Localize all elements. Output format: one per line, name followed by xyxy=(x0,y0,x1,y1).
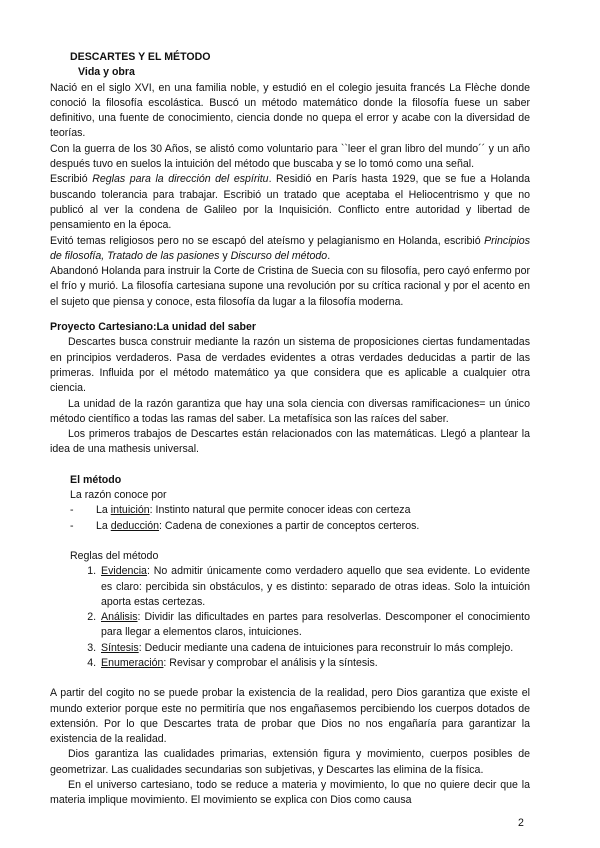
metodo-section xyxy=(70,473,530,504)
paragraph-cogito-3: En el universo cartesiano, todo se reduce a materia y movimiento, lo que no quiere decir que la materia implique movimiento. El movimiento se explica con Dios como causa xyxy=(50,779,530,807)
paragraph-vida-4: Evitó temas religiosos pero no se escapó del ateísmo y pelagianismo en Holanda, escribió Principios de filosofía, Tratado de las pasiones y Discurso del método. xyxy=(50,234,530,262)
list-item-intuicion: - La intuición: Instinto natural que permite conocer ideas con certeza xyxy=(70,504,411,517)
rules-list xyxy=(50,564,530,671)
term-deduccion: deducción xyxy=(110,519,160,532)
paragraph-vida-1: Nació en el siglo XVI, en una familia noble, y estudió en el colegio jesuita francés La Flèche donde conoció la filosofía escolástica. Buscó un método matemático donde la filosofía fuese un saber definitivo, una fuente de conocimiento, ciencia donde no quepa el error y acabe con la diversidad de teorías. xyxy=(50,81,530,140)
rule-enumeracion: 4. Enumeración: Revisar y comprobar el análisis y la síntesis. xyxy=(99,656,530,671)
list-item-deduccion: - La deducción: Cadena de conexiones a partir de conceptos certeros. xyxy=(70,519,420,532)
rule-analisis: 2. Análisis: Dividir las dificultades en partes para resolverlas. Descomponer el conocimiento para llegar a elementos claros, intuiciones. xyxy=(99,610,530,641)
book-title-discurso: Discurso del método xyxy=(230,249,328,262)
paragraph-vida-2: Con la guerra de los 30 Años, se alistó como voluntario para ``leer el gran libro del mundo´´ y un año después tuvo en suelos la intuición del método que buscaba y se lo tomó como una señal. xyxy=(50,142,530,171)
page-content xyxy=(50,50,530,809)
book-title-reglas: Reglas para la dirección del espíritu xyxy=(92,173,269,186)
paragraph-cogito-2: Dios garantiza las cualidades primarias, extensión figura y movimiento, cuerpos posibles de geometrizar. Las cualidades secundarias son subjetivas, y Descartes las elimina de la física. xyxy=(50,748,530,776)
book-title-principios: Principios de filosofía, Tratado de las pasiones xyxy=(50,234,530,262)
rules-intro: Reglas del método xyxy=(70,549,159,562)
rule-evidencia: 1. Evidencia: No admitir únicamente como verdadero aquello que sea evidente. Lo evidente es claro: percibida sin obstáculos, y es distinto: separado de otras ideas. Solo la intuición aporta estas certezas. xyxy=(99,564,530,610)
rule-sintesis: 3. Síntesis: Deducir mediante una cadena de intuiciones para reconstruir lo más complejo. xyxy=(99,641,530,656)
paragraph-vida-3: Escribió Reglas para la dirección del espíritu. Residió en París hasta 1929, que se fue a Holanda buscando tolerancia para trabajar. Escribió un tratado que aceptaba el Heliocentrismo y que no publicó al ver la condena de Galileo por la Inquisición. Conflicto entre autoridad y libertad de pensamiento en la época. xyxy=(50,173,530,232)
section-heading-vida: Vida y obra xyxy=(78,66,135,79)
term-intuicion: intuición xyxy=(110,504,150,517)
conocimiento-list xyxy=(50,503,530,534)
paragraph-proyecto-3: Los primeros trabajos de Descartes están relacionados con las matemáticas. Llegó a plantear la idea de una mathesis universal. xyxy=(50,428,530,456)
document-title: DESCARTES Y EL MÉTODO xyxy=(70,51,211,63)
section-heading-metodo: El método xyxy=(70,473,122,486)
paragraph-proyecto-1: Descartes busca construir mediante la razón un sistema de proposiciones ciertas fundamentadas en principios verdaderos. Pasa de verdades evidentes a otras verdades deducidas a partir de las primeras. Influida por el método matemático ya que considera que es aplicable a cualquier otra ciencia. xyxy=(50,336,530,395)
page-number: 2 xyxy=(518,817,524,829)
paragraph-cogito-1: A partir del cogito no se puede probar la existencia de la realidad, pero Dios garantiza que existe el mundo exterior porque este no permitiría que nos engañasemos percibiendo los cuerpos dotados de extensión. Por lo que Descartes trata de probar que Dios no nos engañaría para garantizar la existencia de la realidad. xyxy=(50,687,530,746)
paragraph-proyecto-2: La unidad de la razón garantiza que hay una sola ciencia con diversas ramificaciones= un único método científico a todas las ramas del saber. La metafísica son las raíces del saber. xyxy=(50,397,530,425)
paragraph-vida-5: Abandonó Holanda para instruir la Corte de Cristina de Suecia con su filosofía, pero cayó enfermo por el frío y murió. La filosofía cartesiana supone una revolución por su crítica racional y por el acento en el sujeto que piensa y conoce, esta filosofía da lugar a la filosofía moderna. xyxy=(50,265,530,308)
section-heading-proyecto: Proyecto Cartesiano:La unidad del saber xyxy=(50,321,257,334)
metodo-intro: La razón conoce por xyxy=(70,489,167,502)
